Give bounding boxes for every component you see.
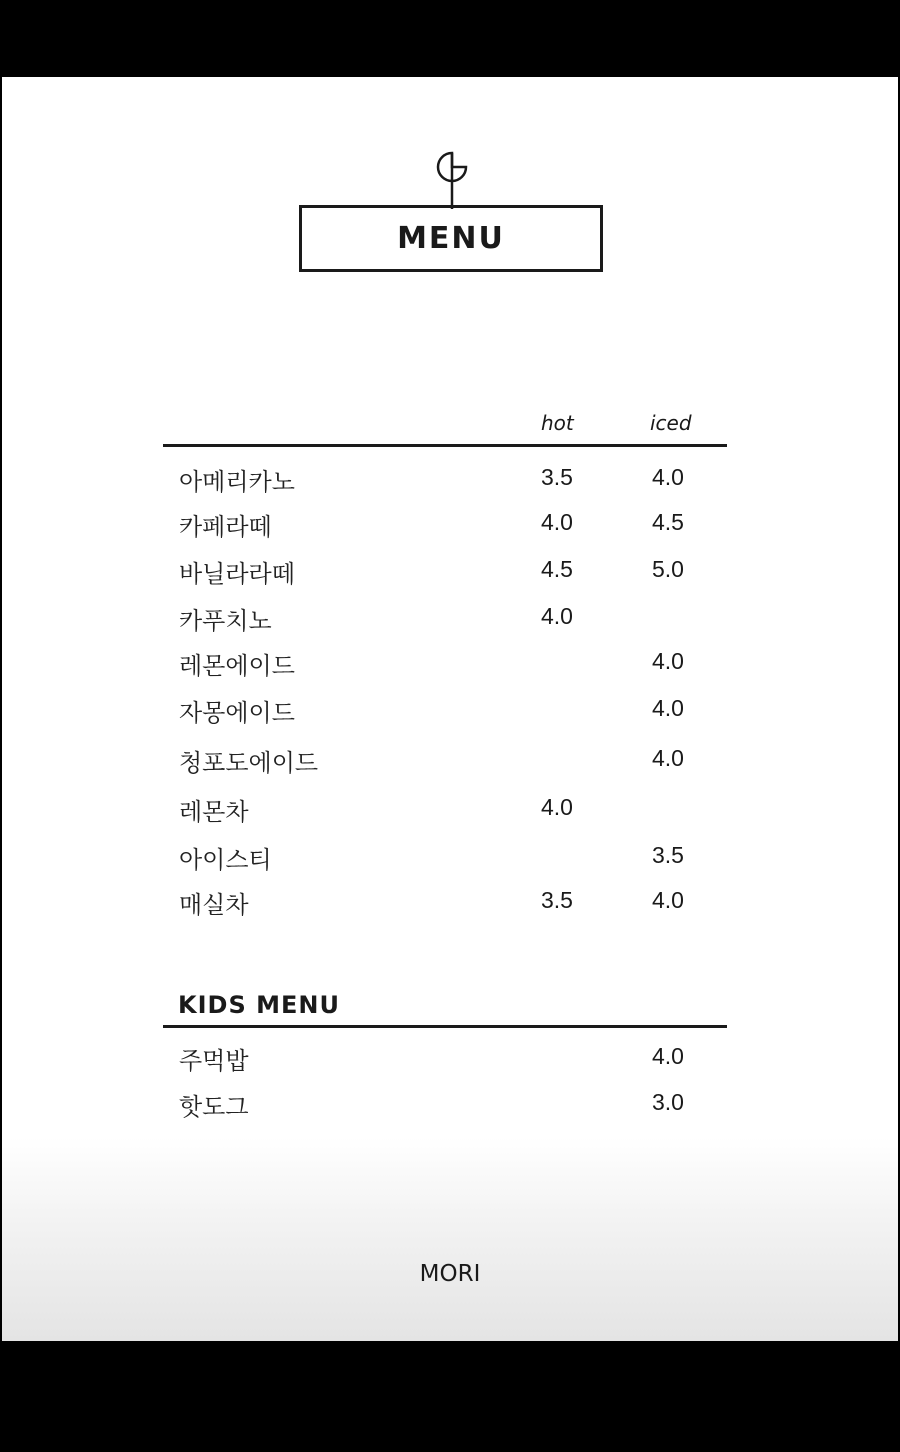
item-hot-price: 4.0 [541,794,573,820]
item-iced-price: 4.5 [652,509,684,535]
menu-item-row [163,640,727,680]
kids-item-price: 4.0 [652,1043,684,1069]
item-iced-price: 4.0 [652,464,684,490]
kids-item-row [163,1081,727,1121]
item-hot-price: 4.0 [541,603,573,629]
menu-item-row [163,786,727,826]
item-hot-price: 4.5 [541,556,573,582]
menu-item-row [163,737,727,777]
item-name: 레몬차 [179,798,249,826]
item-name: 아메리카노 [179,468,295,496]
kids-item-price: 3.0 [652,1089,684,1115]
menu-item-row [163,879,727,919]
item-name: 바닐라라떼 [179,560,295,588]
column-header-hot: hot [541,411,574,435]
column-header-iced: iced [650,411,692,435]
menu-page [2,77,898,1341]
item-iced-price: 4.0 [652,695,684,721]
item-hot-price: 3.5 [541,464,573,490]
kids-item-name: 주먹밥 [179,1047,249,1075]
item-name: 자몽에이드 [179,699,295,727]
item-iced-price: 5.0 [652,556,684,582]
kids-item-row [163,1035,727,1075]
kids-divider [163,1025,727,1028]
menu-item-row [163,501,727,541]
menu-item-row [163,687,727,727]
item-hot-price: 4.0 [541,509,573,535]
item-iced-price: 4.0 [652,887,684,913]
page-title: MENU [397,221,505,256]
menu-title-box [299,205,603,272]
item-hot-price: 3.5 [541,887,573,913]
kids-item-name: 핫도그 [179,1093,249,1121]
item-name: 청포도에이드 [179,749,319,777]
menu-item-row [163,548,727,588]
item-iced-price: 3.5 [652,842,684,868]
menu-item-row [163,595,727,635]
item-name: 카푸치노 [179,607,272,635]
cafe-logo-icon [432,147,472,209]
item-name: 카페라떼 [179,513,272,541]
item-name: 아이스티 [179,846,272,874]
item-iced-price: 4.0 [652,745,684,771]
header-divider [163,444,727,447]
item-iced-price: 4.0 [652,648,684,674]
menu-item-row [163,834,727,874]
footer-brand: MORI [419,1261,481,1287]
menu-item-row [163,456,727,496]
item-name: 매실차 [179,891,249,919]
item-name: 레몬에이드 [179,652,295,680]
kids-menu-title: KIDS MENU [178,991,340,1019]
